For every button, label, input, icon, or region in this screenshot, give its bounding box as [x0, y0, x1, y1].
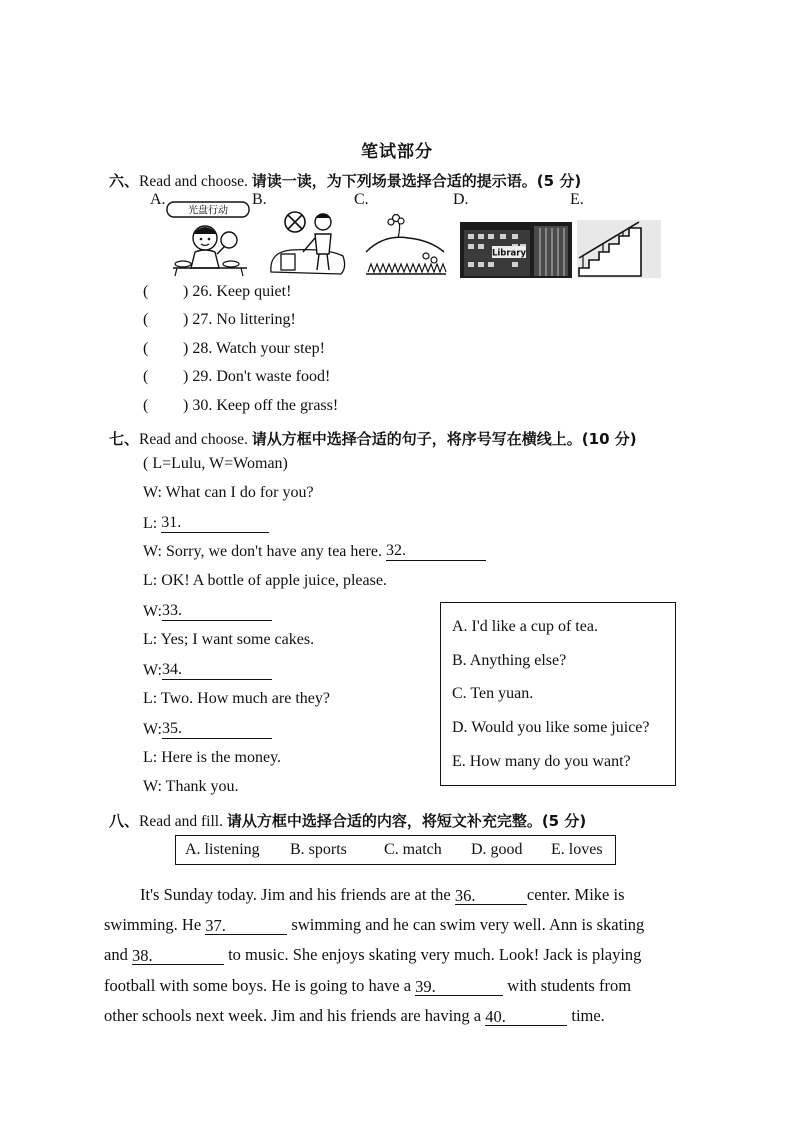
passage-text: football with some boys. He is going to have a	[104, 976, 412, 995]
answer-blank-35[interactable]: 35.	[162, 720, 272, 739]
section-8-number: 八、	[109, 812, 140, 830]
item-27-bracket: (	[143, 311, 149, 328]
section-8-instruction-cn: 请从方框中选择合适的内容，将短文补充完整。(5 分)	[226, 812, 587, 830]
answer-blank-39[interactable]: 39.	[415, 977, 503, 996]
answer-blank-32[interactable]: 32.	[386, 542, 486, 561]
dialogue-speaker: L:	[143, 515, 162, 532]
picture-e-stairs	[577, 220, 661, 278]
passage-text: swimming and he can swim very well. Ann is skating	[291, 915, 645, 934]
item-27-bracket-close: )	[183, 311, 189, 328]
section-7-number: 七、	[109, 430, 140, 448]
option-a: A. I'd like a cup of tea.	[452, 618, 598, 635]
item-27-text: 27. No littering!	[192, 311, 296, 328]
picture-label-d: D.	[453, 191, 469, 208]
item-28-bracket-close: )	[183, 340, 189, 357]
dialogue-speaker: W:	[143, 603, 162, 620]
item-30	[143, 397, 338, 415]
item-29	[143, 368, 330, 386]
picture-label-b: B.	[252, 191, 267, 208]
dialogue-line-3	[143, 542, 486, 561]
word-bank-b: B. sports	[290, 841, 347, 858]
word-bank-box	[175, 835, 616, 865]
passage-text: It's Sunday today. Jim and his friends are at the	[140, 885, 451, 904]
option-c: C. Ten yuan.	[452, 685, 534, 702]
answer-blank-34[interactable]: 34.	[162, 661, 272, 680]
item-29-bracket-close: )	[183, 368, 189, 385]
passage-line-3	[104, 945, 686, 965]
library-sign-text: Library	[491, 248, 527, 259]
picture-b-no-littering	[267, 206, 349, 278]
passage-text: time.	[571, 1006, 605, 1025]
section-6-instruction-cn: 请读一读，为下列场景选择合适的提示语。(5 分)	[251, 172, 582, 190]
dialogue-line-5	[143, 602, 272, 621]
item-26-bracket-close: )	[183, 283, 189, 300]
passage-text: with students from	[507, 976, 632, 995]
picture-label-e: E.	[570, 191, 584, 208]
picture-label-a: A.	[150, 191, 166, 208]
section-7-instruction-en: Read and choose.	[139, 431, 248, 448]
dialogue-line-10: L: Here is the money.	[143, 749, 282, 766]
word-bank-c: C. match	[384, 841, 442, 858]
sign-text: 光盘行动	[188, 205, 228, 217]
item-26-bracket: (	[143, 283, 149, 300]
answer-blank-40[interactable]: 40.	[485, 1007, 567, 1026]
word-bank-e: E. loves	[551, 841, 603, 858]
dialogue-line-1: W: What can I do for you?	[143, 484, 314, 501]
option-d: D. Would you like some juice?	[452, 719, 650, 736]
dialogue-line-2	[143, 514, 269, 533]
answer-blank-36[interactable]: 36.	[455, 886, 527, 905]
item-28	[143, 340, 325, 358]
picture-c-grass	[364, 212, 448, 278]
item-29-text: 29. Don't waste food!	[192, 368, 331, 385]
option-e: E. How many do you want?	[452, 753, 631, 770]
dialogue-line-8: L: Two. How much are they?	[143, 690, 330, 707]
passage-text: to music. She enjoys skating very much. Look! Jack is playing	[228, 945, 642, 964]
passage-text: swimming. He	[104, 915, 202, 934]
answer-blank-37[interactable]: 37.	[205, 916, 287, 935]
answer-blank-33[interactable]: 33.	[162, 602, 272, 621]
picture-d-library	[460, 222, 572, 278]
dialogue-line-11: W: Thank you.	[143, 778, 239, 795]
item-30-bracket: (	[143, 397, 149, 414]
item-26-text: 26. Keep quiet!	[192, 283, 292, 300]
dialogue-speaker: W:	[143, 662, 162, 679]
item-29-bracket: (	[143, 368, 149, 385]
dialogue-line-4: L: OK! A bottle of apple juice, please.	[143, 572, 387, 589]
dialogue-line-6: L: Yes; I want some cakes.	[143, 631, 315, 648]
passage-text: and	[104, 945, 128, 964]
passage-line-1	[104, 885, 686, 905]
section-8-heading	[109, 810, 586, 831]
section-6-instruction-en: Read and choose.	[139, 173, 248, 190]
answer-blank-38[interactable]: 38.	[132, 946, 224, 965]
section-8-instruction-en: Read and fill.	[139, 813, 223, 830]
passage-text: center. Mike is	[526, 885, 625, 904]
picture-a-eating-boy	[165, 198, 255, 278]
item-26	[143, 283, 291, 301]
option-b: B. Anything else?	[452, 652, 567, 669]
picture-label-c: C.	[354, 191, 369, 208]
item-28-text: 28. Watch your step!	[192, 340, 325, 357]
dialogue-text: W: Sorry, we don't have any tea here.	[143, 543, 382, 560]
section-6-heading	[109, 170, 581, 191]
item-28-bracket: (	[143, 340, 149, 357]
word-bank-a: A. listening	[185, 841, 260, 858]
passage-line-4	[104, 976, 686, 996]
item-27	[143, 311, 296, 329]
dialogue-line-9	[143, 720, 272, 739]
item-30-text: 30. Keep off the grass!	[192, 397, 339, 414]
passage-line-5	[104, 1006, 686, 1026]
dialogue-speaker: W:	[143, 721, 162, 738]
section-7-instruction-cn: 请从方框中选择合适的句子，将序号写在横线上。(10 分)	[251, 430, 637, 448]
dialogue-line-7	[143, 661, 272, 680]
answer-blank-31[interactable]: 31.	[161, 514, 269, 533]
passage-text: other schools next week. Jim and his friends are having a	[104, 1006, 482, 1025]
word-bank-d: D. good	[471, 841, 523, 858]
page-title: 笔试部分	[361, 142, 433, 162]
section-6-number: 六、	[109, 172, 140, 190]
section-7-heading	[109, 428, 637, 449]
item-30-bracket-close: )	[183, 397, 189, 414]
speaker-legend: ( L=Lulu, W=Woman)	[143, 455, 288, 472]
sentence-options-box	[440, 602, 676, 786]
passage-line-2	[104, 915, 686, 935]
